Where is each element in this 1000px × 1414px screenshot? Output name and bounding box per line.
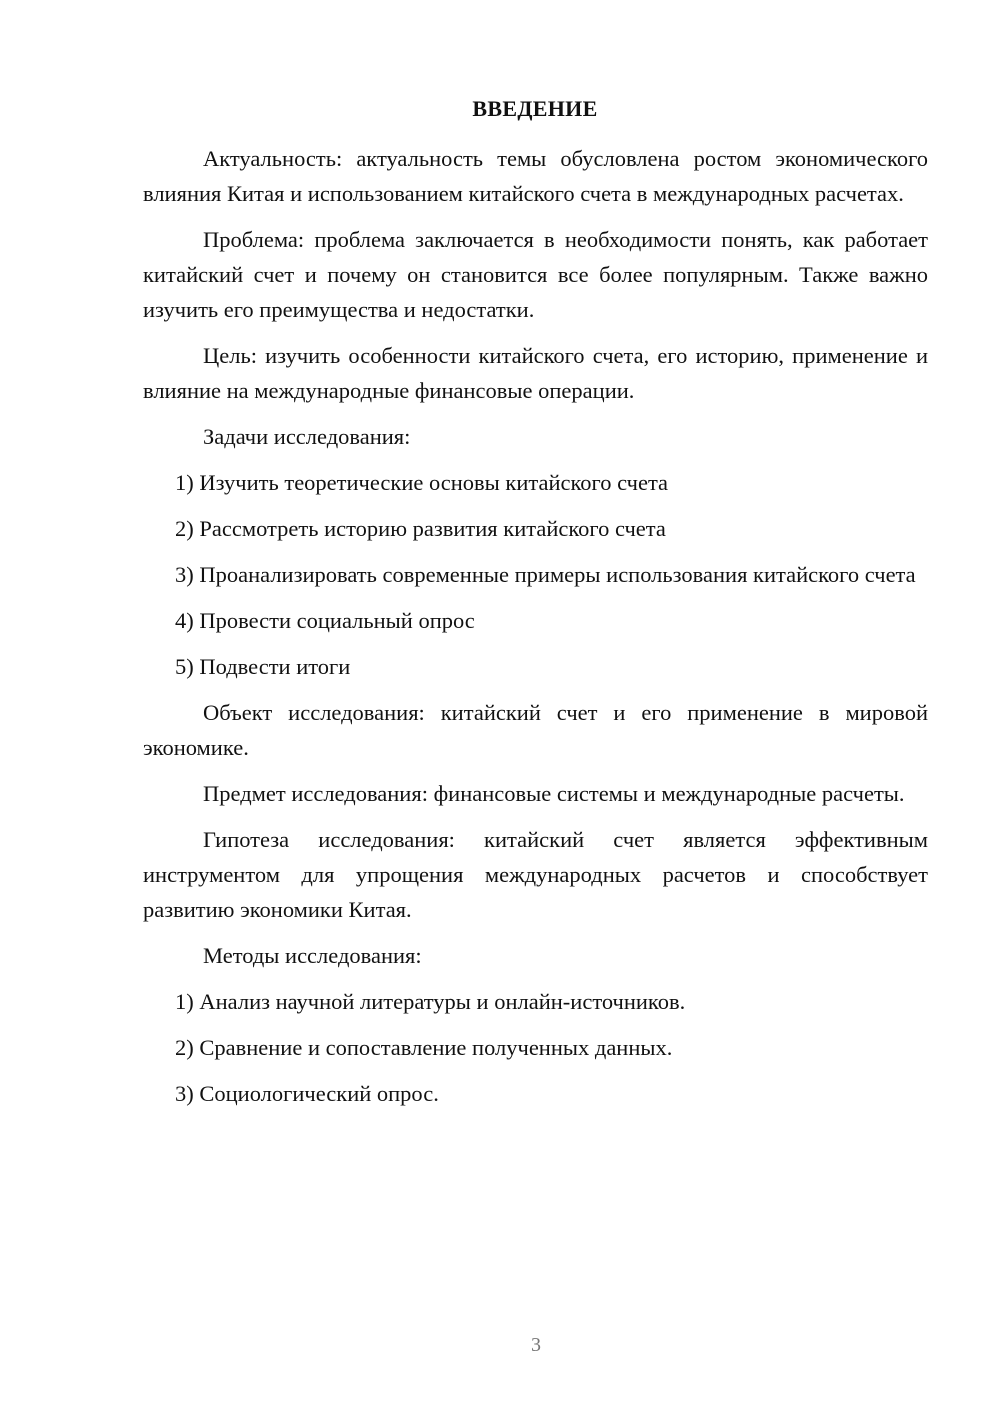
body-text bbox=[143, 141, 928, 1122]
method-item: 1) Анализ научной литературы и онлайн-источников. bbox=[175, 989, 686, 1014]
method-item: 3) Социологический опрос. bbox=[175, 1081, 439, 1106]
page-number: 3 bbox=[531, 1334, 541, 1356]
paragraph-problem: Проблема: проблема заключается в необходимости понять, как работает китайский счет и почему он становится все более популярным. Также важно изучить его преимущества и недостатки. bbox=[143, 227, 928, 322]
paragraph-methods-title: Методы исследования: bbox=[203, 943, 422, 968]
paragraph-tasks-title: Задачи исследования: bbox=[203, 424, 411, 449]
task-item: 1) Изучить теоретические основы китайского счета bbox=[175, 470, 669, 495]
paragraph-relevance: Актуальность: актуальность темы обусловлена ростом экономического влияния Китая и использованием китайского счета в международных расчетах. bbox=[143, 146, 928, 206]
paragraph-subject: Предмет исследования: финансовые системы и международные расчеты. bbox=[203, 781, 905, 806]
task-item: 4) Провести социальный опрос bbox=[175, 608, 475, 633]
paragraph-goal: Цель: изучить особенности китайского счета, его историю, применение и влияние на международные финансовые операции. bbox=[143, 343, 928, 403]
paragraph-object: Объект исследования: китайский счет и его применение в мировой экономике. bbox=[143, 700, 928, 760]
task-item: 3) Проанализировать современные примеры использования китайского счета bbox=[175, 562, 916, 587]
task-item: 2) Рассмотреть историю развития китайского счета bbox=[175, 516, 666, 541]
section-heading: ВВЕДЕНИЕ bbox=[472, 96, 598, 121]
task-item: 5) Подвести итоги bbox=[175, 654, 351, 679]
method-item: 2) Сравнение и сопоставление полученных данных. bbox=[175, 1035, 673, 1060]
paragraph-hypothesis: Гипотеза исследования: китайский счет является эффективным инструментом для упрощения международных расчетов и способствует развитию экономики Китая. bbox=[143, 827, 928, 922]
